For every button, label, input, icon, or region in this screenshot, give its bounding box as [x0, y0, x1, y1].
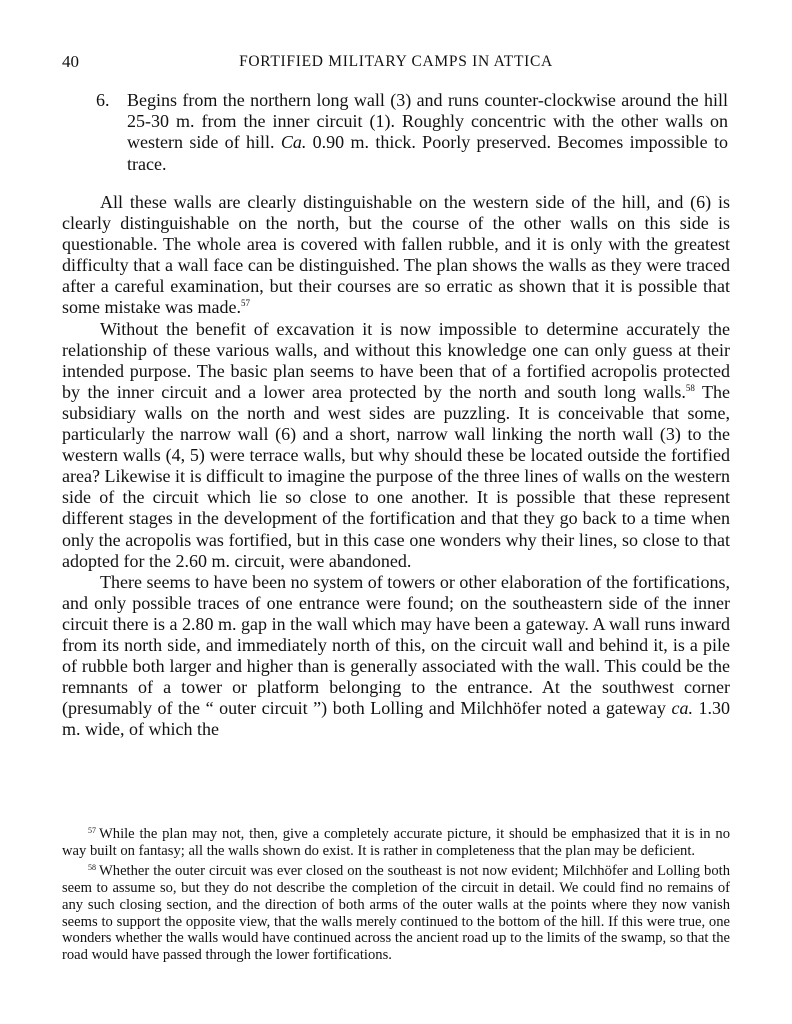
- footnote-ref-58: 58: [685, 382, 695, 393]
- paragraph-1-text: All these walls are clearly distinguishable on the western side of the hill, and (6) is clearly distinguishable on the north, but the course of the other walls on this side is questionable. The whole area is covered with fallen rubble, and it is only with the greatest difficulty that a wall face can be distinguished. The plan shows the walls as they were traced after a careful examination, but their courses are so erratic as shown that it is possible that some mistake was made.: [62, 192, 730, 318]
- footnote-57: [62, 823, 730, 860]
- paragraph-2-text-a: Without the benefit of excavation it is now impossible to determine accurately the relationship of these various walls, and without this knowledge one can only guess at their intended purpose. The basic plan seems to have been that of a fortified acropolis protected by the inner circuit and a lower area protected by the north and south long walls.: [62, 318, 730, 402]
- page-number: 40: [62, 52, 79, 71]
- list-item-text-a: Begins from the northern long wall (3) and runs counter-clockwise around the hill 25-30 m. from the inner circuit (1). Roughly concentric with the other walls on western side of hill.: [127, 90, 728, 153]
- paragraph-2: [62, 319, 730, 572]
- paragraph-3-text-b: 1.30 m. wide, of which the: [62, 698, 730, 740]
- list-item-6: [96, 90, 728, 175]
- paragraph-3: [62, 572, 730, 741]
- list-item-ca: Ca.: [280, 132, 307, 153]
- running-head: FORTIFIED MILITARY CAMPS IN ATTICA: [239, 53, 553, 70]
- footnotes: [62, 823, 730, 964]
- list-item-number: 6.: [96, 90, 110, 110]
- footnote-mark: 57: [88, 826, 96, 835]
- footnote-text: Whether the outer circuit was ever closed on the southeast is not now evident; Milchhöfer and Lolling both seem to assume so, but they do not describe the completion of the circuit in detail. We could find no remains of any such closing section, and the direction of both arms of the outer walls at the points where they now vanish seems to support the opposite view, that the walls merely continued to the bottom of the hill. If this were true, one wonders whether the walls would have continued across the ancient road up to the limits of the swamp, so that the road would have passed through the lower fortifications.: [62, 862, 730, 964]
- paragraph-3-ca: ca.: [671, 698, 693, 719]
- paragraph-1: [62, 192, 730, 319]
- page-header: [62, 52, 730, 76]
- paragraph-2-text-b: The subsidiary walls on the north and west sides are puzzling. It is conceivable that some, particularly the narrow wall (6) and a short, narrow wall linking the north wall (3) to the western walls (4, 5) were terrace walls, but why should these be located outside the fortified area? Likewise it is difficult to imagine the purpose of the three lines of walls on the western side of the circuit which lie so close to one another. It is possible that these represent different stages in the development of the fortification and that they go back to a time when only the acropolis was fortified, but in this case one wonders why their lines, so close to that adopted for the 2.60 m. circuit, were abandoned.: [62, 381, 730, 571]
- body-text: [62, 192, 730, 740]
- footnote-mark: 58: [88, 862, 96, 872]
- footnote-ref-57: 57: [240, 298, 250, 309]
- footnote-text: While the plan may not, then, give a completely accurate picture, it should be emphasized that it is in no way built on fantasy; all the walls shown do exist. It is rather in completeness that the plan may be deficient.: [62, 826, 730, 859]
- paragraph-3-text-a: There seems to have been no system of towers or other elaboration of the fortifications, and only possible traces of one entrance were found; on the southeastern side of the inner circuit there is a 2.80 m. gap in the wall which may have been a gateway. A wall runs inward from its north side, and immediately north of this, on the circuit wall and behind it, is a pile of rubble both larger and higher than is generally associated with the wall. This could be the remnants of a tower or platform belonging to the entrance. At the southwest corner (presumably of the “ outer circuit ”) both Lolling and Milchhöfer noted a gateway: [62, 571, 730, 719]
- list-item-text-b: 0.90 m. thick. Poorly preserved. Becomes impossible to trace.: [127, 132, 728, 174]
- list-item-text: [127, 90, 728, 175]
- footnote-58: [62, 860, 730, 964]
